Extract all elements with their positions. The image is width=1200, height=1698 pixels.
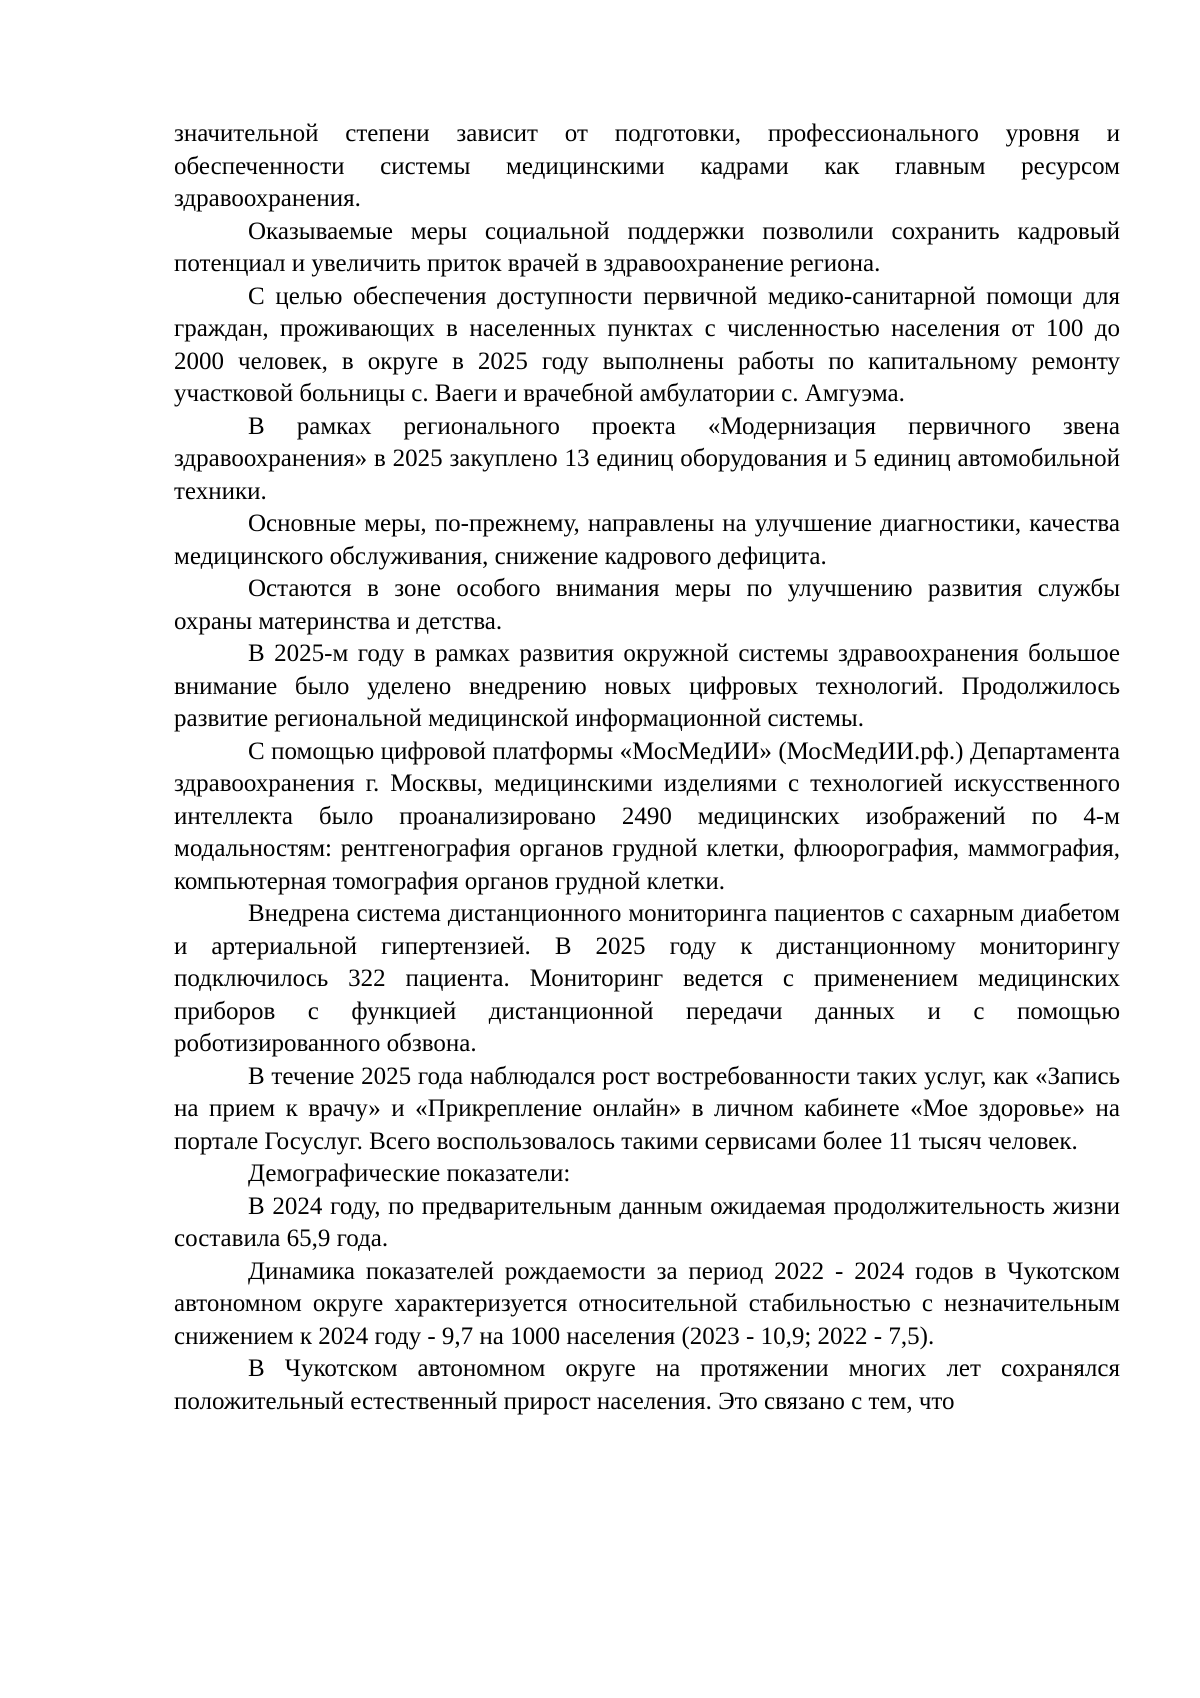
paragraph-maternity-service: Остаются в зоне особого внимания меры по улучшению развития службы охраны материнства и детства. xyxy=(174,575,1120,635)
paragraph-remote-monitoring: Внедрена система дистанционного мониторинга пациентов с сахарным диабетом и артериальной гипертензией. В 2025 году к дистанционному мониторингу подключилось 322 пациента. Мониторинг ведется с применением медицинских приборов с функцией дистанционной передачи данных и с помощью роботизированного обзвона. xyxy=(174,900,1120,1057)
paragraph-main-measures: Основные меры, по-прежнему, направлены на улучшение диагностики, качества медицинского обслуживания, снижение кадрового дефицита. xyxy=(174,510,1120,570)
paragraph-demographics-heading: Демографические показатели: xyxy=(248,1160,571,1187)
paragraph-natural-growth: В Чукотском автономном округе на протяжении многих лет сохранялся положительный естественный прирост населения. Это связано с тем, что xyxy=(174,1355,1120,1415)
paragraph-continuation: значительной степени зависит от подготовки, профессионального уровня и обеспеченности системы медицинскими кадрами как главным ресурсом здравоохранения. xyxy=(174,120,1120,212)
paragraph-social-support: Оказываемые меры социальной поддержки позволили сохранить кадровый потенциал и увеличить приток врачей в здравоохранение региона. xyxy=(174,217,1120,277)
paragraph-primary-care-access: С целью обеспечения доступности первичной медико-санитарной помощи для граждан, проживающих в населенных пунктах с численностью населения от 100 до 2000 человек, в округе в 2025 году выполнены работы по капитальному ремонту участковой больницы с. Ваеги и врачебной амбулатории с. Амгуэма. xyxy=(174,282,1120,407)
paragraph-modernization-project: В рамках регионального проекта «Модернизация первичного звена здравоохранения» в 2025 закуплено 13 единиц оборудования и 5 единиц автомобильной техники. xyxy=(174,412,1120,505)
paragraph-gosuslugi-services: В течение 2025 года наблюдался рост востребованности таких услуг, как «Запись на прием к врачу» и «Прикрепление онлайн» в личном кабинете «Мое здоровье» на портале Госуслуг. Всего воспользовалось такими сервисами более 11 тысяч человек. xyxy=(174,1062,1120,1155)
document-page xyxy=(174,118,1120,1418)
paragraph-mosmedii-platform: С помощью цифровой платформы «МосМедИИ» (МосМедИИ.рф.) Департамента здравоохранения г. Москвы, медицинскими изделиями с технологией искусственного интеллекта было проанализировано 2490 медицинских изображений по 4-м модальностям: рентгенография органов грудной клетки, флюорография, маммография, компьютерная томография органов грудной клетки. xyxy=(174,737,1120,895)
paragraph-life-expectancy: В 2024 году, по предварительным данным ожидаемая продолжительность жизни составила 65,9 года. xyxy=(174,1192,1120,1252)
paragraph-birth-rate: Динамика показателей рождаемости за период 2022 - 2024 годов в Чукотском автономном округе характеризуется относительной стабильностью с незначительным снижением к 2024 году - 9,7 на 1000 населения (2023 - 10,9; 2022 - 7,5). xyxy=(174,1257,1120,1350)
paragraph-digital-technologies: В 2025-м году в рамках развития окружной системы здравоохранения большое внимание было уделено внедрению новых цифровых технологий. Продолжилось развитие региональной медицинской информационной системы. xyxy=(174,640,1120,732)
